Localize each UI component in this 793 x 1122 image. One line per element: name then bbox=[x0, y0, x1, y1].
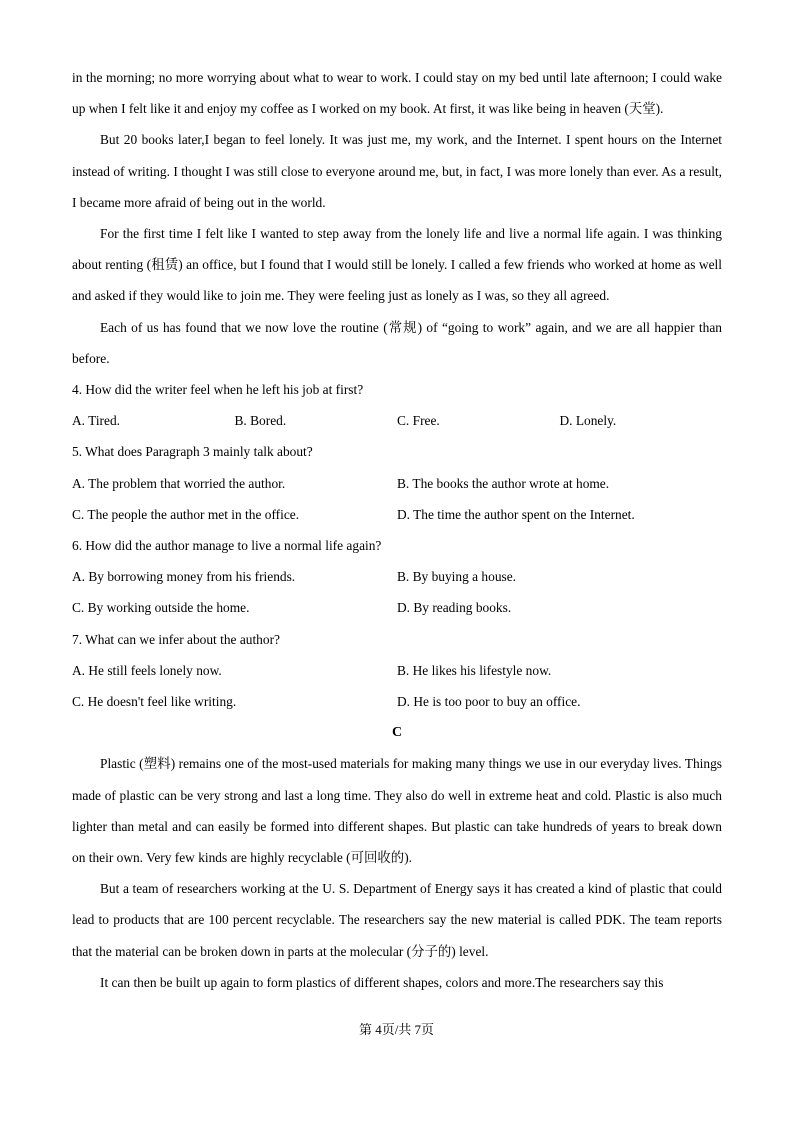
option: A. The problem that worried the author. bbox=[72, 475, 286, 491]
option: D. He is too poor to buy an office. bbox=[397, 694, 581, 710]
passage-paragraph: But 20 books later,I began to feel lonely. It was just me, my work, and the Internet. I spent hours on the Internet instead of writing. I thought I was still close to everyone around me, but, in fact, I was more lonely than ever. As a result, I became more afraid of being out in the world. bbox=[72, 132, 722, 210]
question-options bbox=[72, 468, 722, 499]
section-heading: C bbox=[391, 725, 403, 741]
option: C. By working outside the home. bbox=[72, 600, 250, 616]
question-options bbox=[72, 405, 722, 436]
question-options bbox=[72, 592, 722, 623]
document-page bbox=[72, 62, 722, 998]
option: B. By buying a house. bbox=[397, 569, 517, 585]
option: C. Free. bbox=[397, 413, 440, 429]
question-options bbox=[72, 655, 722, 686]
question-options bbox=[72, 499, 722, 530]
option: A. By borrowing money from his friends. bbox=[72, 569, 296, 585]
option: B. The books the author wrote at home. bbox=[397, 475, 610, 491]
option: C. The people the author met in the office. bbox=[72, 506, 300, 522]
option: A. Tired. bbox=[72, 413, 120, 429]
passage-paragraph: It can then be built up again to form plastics of different shapes, colors and more.The researchers say this bbox=[100, 974, 664, 990]
question-options bbox=[72, 686, 722, 717]
question-stem: 6. How did the author manage to live a normal life again? bbox=[72, 538, 382, 554]
option: D. Lonely. bbox=[559, 413, 617, 429]
question-options bbox=[72, 561, 722, 592]
passage-paragraph: in the morning; no more worrying about what to wear to work. I could stay on my bed until late afternoon; I could wake up when I felt like it and enjoy my coffee as I worked on my book. At first, it was like being in heaven (天堂). bbox=[72, 70, 722, 117]
option: A. He still feels lonely now. bbox=[72, 662, 222, 678]
page-number: 第 4页/共 7页 bbox=[358, 1022, 435, 1037]
question-stem: 7. What can we infer about the author? bbox=[72, 631, 280, 647]
passage-paragraph: For the first time I felt like I wanted to step away from the lonely life and live a normal life again. I was thinking about renting (租赁) an office, but I found that I would still be lonely. I called a few friends who worked at home as well and asked if they would like to join me. They were feeling just as lonely as I was, so they all agreed. bbox=[72, 226, 722, 304]
passage-paragraph: Each of us has found that we now love the routine (常规) of “going to work” again, and we are all happier than before. bbox=[72, 319, 722, 366]
option: D. The time the author spent on the Internet. bbox=[397, 506, 635, 522]
passage-paragraph: But a team of researchers working at the U. S. Department of Energy says it has created a kind of plastic that could lead to products that are 100 percent recyclable. The researchers say the new material is called PDK. The team reports that the material can be broken down in parts at the molecular (分子的) level. bbox=[72, 881, 722, 959]
option: B. He likes his lifestyle now. bbox=[397, 662, 552, 678]
option: C. He doesn't feel like writing. bbox=[72, 694, 237, 710]
option: B. Bored. bbox=[234, 413, 287, 429]
passage-paragraph: Plastic (塑料) remains one of the most-used materials for making many things we use in our everyday lives. Things made of plastic can be very strong and last a long time. They also do well in extreme heat and cold. Plastic is also much lighter than metal and can easily be formed into different shapes. But plastic can take hundreds of years to break down on their own. Very few kinds are highly recyclable (可回收的). bbox=[72, 756, 722, 866]
question-stem: 5. What does Paragraph 3 mainly talk about? bbox=[72, 444, 313, 460]
option: D. By reading books. bbox=[397, 600, 512, 616]
question-stem: 4. How did the writer feel when he left his job at first? bbox=[72, 382, 364, 398]
